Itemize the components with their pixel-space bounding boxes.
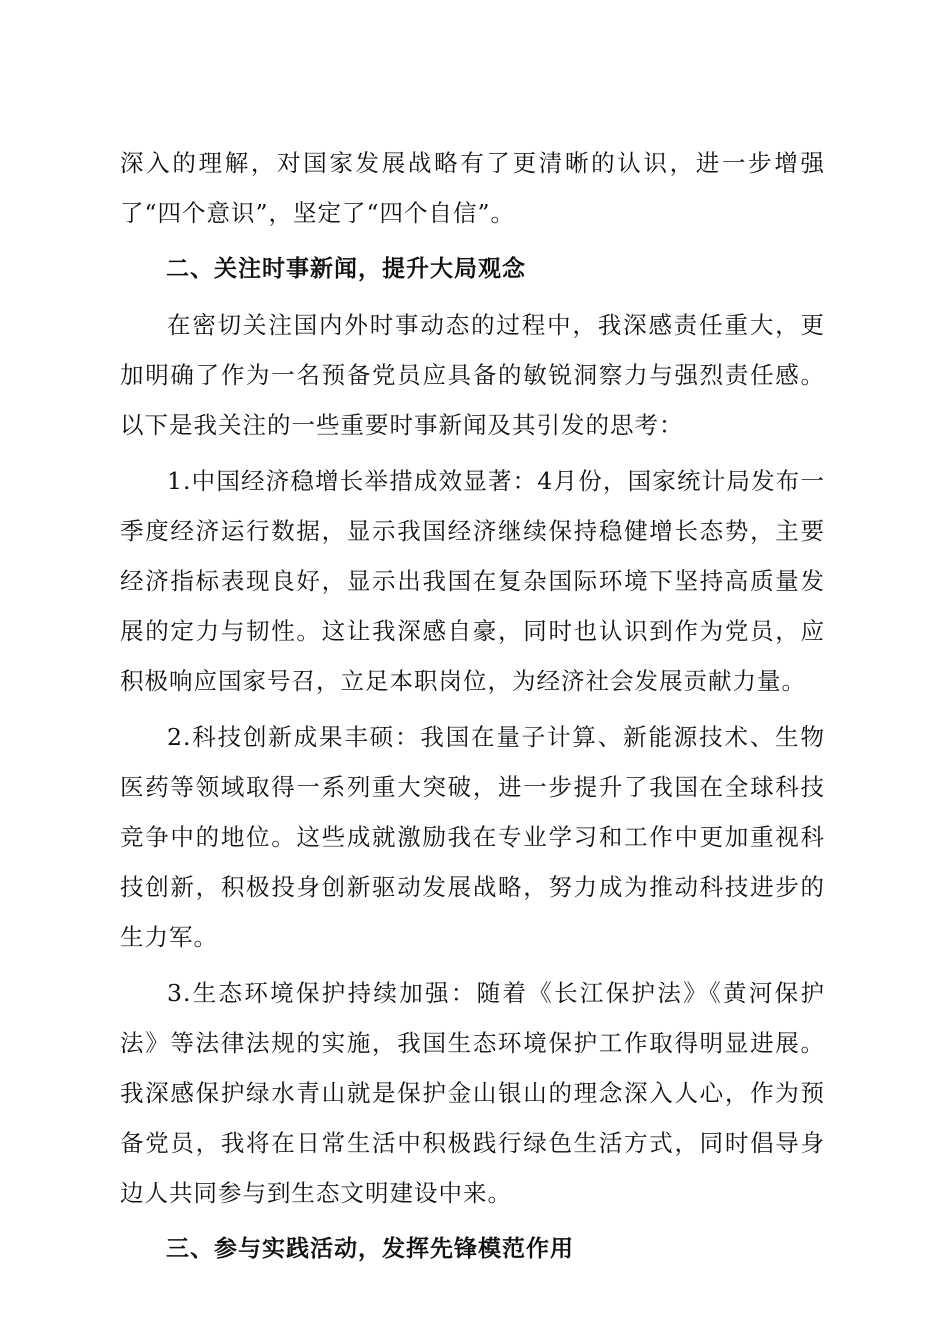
section-heading-three: 三、参与实践活动，发挥先锋模范作用 — [166, 1236, 574, 1262]
paragraph-item-1: 1.中国经济稳增长举措成效显著：4月份，国家统计局发布一季度经济运行数据，显示我国经济继续保持稳健增长态势，主要经济指标表现良好，显示出我国在复杂国际环境下坚持高质量发展的定力与韧性。这让我深感自豪，同时也认识到作为党员，应积极响应国家号召，立足本职岗位，为经济社会发展贡献力量。 — [120, 467, 825, 695]
paragraph-continuation: 深入的理解，对国家发展战略有了更清晰的认识，进一步增强了“四个意识”，坚定了“四个自信”。 — [120, 149, 825, 227]
paragraph-item-3: 3.生态环境保护持续加强：随着《长江保护法》《黄河保护法》等法律法规的实施，我国生态环境保护工作取得明显进展。我深感保护绿水青山就是保护金山银山的理念深入人心，作为预备党员，我将在日常生活中积极践行绿色生活方式，同时倡导身边人共同参与到生态文明建设中来。 — [120, 979, 825, 1207]
document-body — [120, 138, 825, 1274]
paragraph-item-2: 2.科技创新成果丰硕：我国在量子计算、新能源技术、生物医药等领域取得一系列重大突破，进一步提升了我国在全球科技竞争中的地位。这些成就激励我在专业学习和工作中更加重视科技创新，积极投身创新驱动发展战略，努力成为推动科技进步的生力军。 — [120, 723, 825, 951]
paragraph-intro: 在密切关注国内外时事动态的过程中，我深感责任重大，更加明确了作为一名预备党员应具备的敏锐洞察力与强烈责任感。以下是我关注的一些重要时事新闻及其引发的思考： — [120, 311, 825, 439]
section-heading-two: 二、关注时事新闻，提升大局观念 — [166, 256, 526, 282]
